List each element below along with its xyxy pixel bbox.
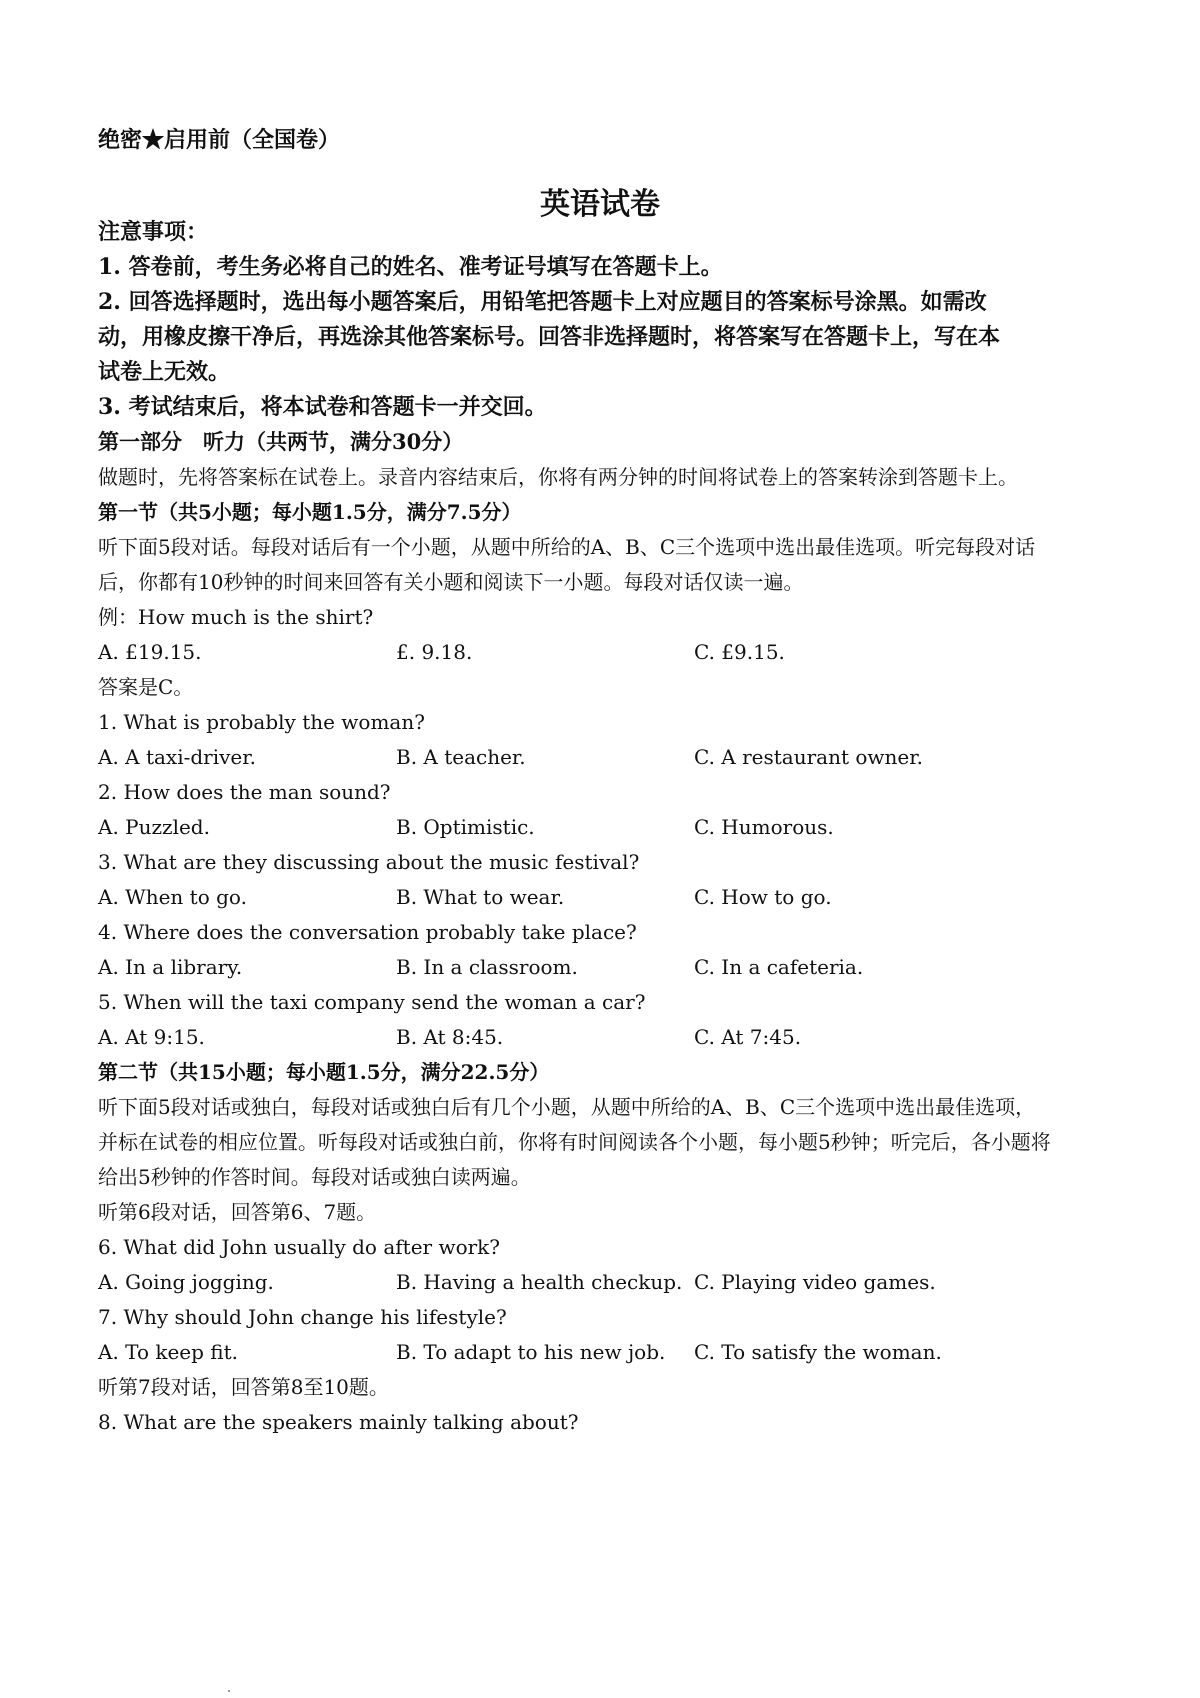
dialog-instruction: 听第7段对话，回答第8至10题。 xyxy=(98,1375,389,1399)
option-c: C. In a cafeteria. xyxy=(694,955,864,979)
question-text: 4. Where does the conversation probably take place? xyxy=(98,920,637,944)
option-a: A. At 9:15. xyxy=(98,1025,205,1049)
option-c: C. To satisfy the woman. xyxy=(694,1340,942,1364)
option-c: C. Humorous. xyxy=(694,815,834,839)
option-c: C. At 7:45. xyxy=(694,1025,802,1049)
option-b: B. What to wear. xyxy=(396,885,565,909)
section2-instruction: 并标在试卷的相应位置。听每段对话或独白前，你将有时间阅读各个小题，每小题5秒钟；听完后，各小题将 xyxy=(98,1130,1051,1154)
option-a: A. To keep fit. xyxy=(98,1340,239,1364)
question-text: 6. What did John usually do after work? xyxy=(98,1235,501,1259)
notice-item: 动，用橡皮擦干净后，再选涂其他答案标号。回答非选择题时，将答案写在答题卡上，写在本 xyxy=(98,324,1001,350)
question-text: 2. How does the man sound? xyxy=(98,780,391,804)
confidential-label: 绝密★启用前（全国卷） xyxy=(98,127,341,153)
option-a: A. When to go. xyxy=(98,885,247,909)
option-b: B. Having a health checkup. xyxy=(396,1270,683,1294)
dialog-instruction: 听第6段对话，回答第6、7题。 xyxy=(98,1200,377,1224)
question-text: 3. What are they discussing about the music festival? xyxy=(98,850,640,874)
option-c: C. A restaurant owner. xyxy=(694,745,923,769)
option-a: A. Puzzled. xyxy=(98,815,210,839)
option-a: A. In a library. xyxy=(98,955,243,979)
part1-heading: 第一部分 听力（共两节，满分30分） xyxy=(98,429,464,454)
option-a: A. Going jogging. xyxy=(98,1270,274,1294)
section2-instruction: 给出5秒钟的作答时间。每段对话或独白读两遍。 xyxy=(98,1165,531,1189)
question-text: 5. When will the taxi company send the woman a car? xyxy=(98,990,646,1014)
example-option-c: C. £9.15. xyxy=(694,640,785,664)
section1-instruction: 后，你都有10秒钟的时间来回答有关小题和阅读下一小题。每段对话仅读一遍。 xyxy=(98,570,804,594)
notice-heading: 注意事项： xyxy=(98,219,209,245)
question-text: 7. Why should John change his lifestyle? xyxy=(98,1305,507,1329)
option-b: B. Optimistic. xyxy=(396,815,535,839)
example-answer: 答案是C。 xyxy=(98,675,194,699)
section2-instruction: 听下面5段对话或独白，每段对话或独白后有几个小题，从题中所给的A、B、C三个选项中选出最佳选项， xyxy=(98,1095,1036,1119)
example-option-a: A. £19.15. xyxy=(98,640,202,664)
option-b: B. At 8:45. xyxy=(396,1025,504,1049)
notice-item: 2. 回答选择题时，选出每小题答案后，用铅笔把答题卡上对应题目的答案标号涂黑。如需改 xyxy=(98,289,987,315)
option-b: B. A teacher. xyxy=(396,745,526,769)
part1-instruction: 做题时，先将答案标在试卷上。录音内容结束后，你将有两分钟的时间将试卷上的答案转涂到答题卡上。 xyxy=(98,465,1018,489)
section1-instruction: 听下面5段对话。每段对话后有一个小题，从题中所给的A、B、C三个选项中选出最佳选项。听完每段对话 xyxy=(98,535,1036,559)
example-option-b: £. 9.18. xyxy=(396,640,473,664)
notice-item: 1. 答卷前，考生务必将自己的姓名、准考证号填写在答题卡上。 xyxy=(98,254,723,280)
page-title: 英语试卷 xyxy=(540,187,660,222)
notice-item: 试卷上无效。 xyxy=(98,359,231,385)
option-c: C. How to go. xyxy=(694,885,832,909)
question-text: 1. What is probably the woman? xyxy=(98,710,425,734)
section1-heading: 第一节（共5小题；每小题1.5分，满分7.5分） xyxy=(98,500,522,524)
example-question: 例：How much is the shirt? xyxy=(98,605,374,629)
section2-heading: 第二节（共15小题；每小题1.5分，满分22.5分） xyxy=(98,1060,550,1084)
option-b: B. In a classroom. xyxy=(396,955,578,979)
question-text: 8. What are the speakers mainly talking about? xyxy=(98,1410,579,1434)
scan-dot xyxy=(228,1690,230,1692)
notice-item: 3. 考试结束后，将本试卷和答题卡一并交回。 xyxy=(98,394,547,420)
option-b: B. To adapt to his new job. xyxy=(396,1340,666,1364)
option-c: C. Playing video games. xyxy=(694,1270,936,1294)
option-a: A. A taxi-driver. xyxy=(98,745,256,769)
